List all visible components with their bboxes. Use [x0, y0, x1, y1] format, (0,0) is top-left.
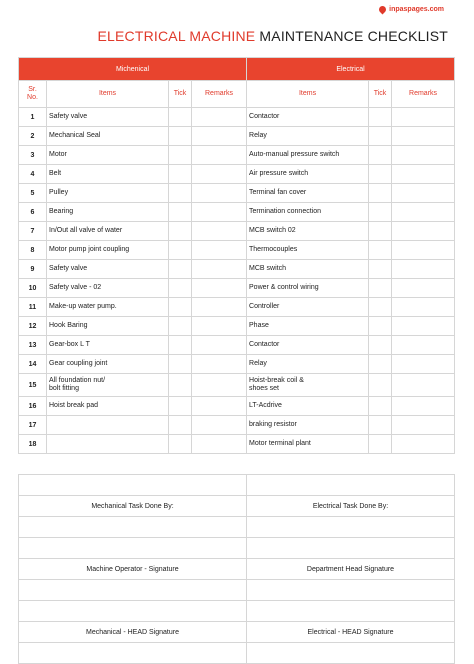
row-number: 10: [19, 279, 47, 298]
elec-item: braking resistor: [247, 416, 369, 435]
row-number: 16: [19, 397, 47, 416]
mech-item: Bearing: [47, 203, 169, 222]
elec-tick-cell[interactable]: [369, 146, 392, 165]
elec-item: Controller: [247, 298, 369, 317]
elec-item: Power & control wiring: [247, 279, 369, 298]
elec-remarks-cell[interactable]: [392, 298, 455, 317]
mech-item: Hook Baring: [47, 317, 169, 336]
row-number: 8: [19, 241, 47, 260]
checklist-row: [19, 203, 455, 222]
mech-tick-cell[interactable]: [169, 397, 192, 416]
mech-item: In/Out all valve of water: [47, 222, 169, 241]
mech-item: Safety valve: [47, 260, 169, 279]
elec-item: Thermocouples: [247, 241, 369, 260]
elec-item: Relay: [247, 355, 369, 374]
elec-tick-cell[interactable]: [369, 203, 392, 222]
checklist-row: [19, 184, 455, 203]
mech-remarks-cell[interactable]: [192, 165, 247, 184]
elec-remarks-cell[interactable]: [392, 374, 455, 397]
elec-tick-cell[interactable]: [369, 279, 392, 298]
mech-tick-cell[interactable]: [169, 416, 192, 435]
elec-remarks-cell[interactable]: [392, 165, 455, 184]
checklist-row: [19, 416, 455, 435]
row-number: 11: [19, 298, 47, 317]
mech-item: Motor pump joint coupling: [47, 241, 169, 260]
page-title-accent: ELECTRICAL MACHINE: [97, 28, 256, 44]
department-head-label: Department Head Signature: [247, 559, 455, 580]
elec-item: LT-Acdrive: [247, 397, 369, 416]
mech-remarks-cell[interactable]: [192, 222, 247, 241]
checklist-row: [19, 241, 455, 260]
checklist-row: [19, 127, 455, 146]
mech-tick-cell[interactable]: [169, 108, 192, 127]
elec-item: MCB switch: [247, 260, 369, 279]
elec-remarks-cell[interactable]: [392, 222, 455, 241]
checklist-row: [19, 298, 455, 317]
mech-tick-cell[interactable]: [169, 184, 192, 203]
elec-remarks-cell[interactable]: [392, 317, 455, 336]
elec-tick-cell[interactable]: [369, 298, 392, 317]
elec-item: Contactor: [247, 108, 369, 127]
col-tick-elec: Tick: [369, 81, 392, 108]
mech-tick-cell[interactable]: [169, 203, 192, 222]
mech-tick-cell[interactable]: [169, 298, 192, 317]
mech-remarks-cell[interactable]: [192, 260, 247, 279]
elec-remarks-cell[interactable]: [392, 435, 455, 454]
checklist-row: [19, 260, 455, 279]
mech-head-label: Mechanical - HEAD Signature: [19, 622, 247, 643]
signature-field[interactable]: [247, 580, 455, 601]
row-number: 15: [19, 374, 47, 397]
mech-tick-cell[interactable]: [169, 146, 192, 165]
mech-item: Safety valve - 02: [47, 279, 169, 298]
mech-item: Gear-box L T: [47, 336, 169, 355]
elec-tick-cell[interactable]: [369, 397, 392, 416]
elec-item: Termination connection: [247, 203, 369, 222]
section-header-row: [19, 58, 455, 81]
elec-remarks-cell[interactable]: [392, 184, 455, 203]
signature-field[interactable]: [247, 643, 455, 664]
mech-tick-cell[interactable]: [169, 165, 192, 184]
blank-cell: [247, 538, 455, 559]
mech-item: Motor: [47, 146, 169, 165]
checklist-row: [19, 165, 455, 184]
elec-tick-cell[interactable]: [369, 127, 392, 146]
elec-tick-cell[interactable]: [369, 355, 392, 374]
elec-item: Phase: [247, 317, 369, 336]
mech-tick-cell[interactable]: [169, 336, 192, 355]
elec-remarks-cell[interactable]: [392, 355, 455, 374]
col-remarks-elec: Remarks: [392, 81, 455, 108]
checklist-row: [19, 336, 455, 355]
elec-tick-cell[interactable]: [369, 336, 392, 355]
row-number: 9: [19, 260, 47, 279]
elec-tick-cell[interactable]: [369, 222, 392, 241]
row-number: 17: [19, 416, 47, 435]
checklist-row: [19, 374, 455, 397]
page-title-rest: MAINTENANCE CHECKLIST: [255, 28, 448, 44]
mech-remarks-cell[interactable]: [192, 241, 247, 260]
checklist-table: [18, 57, 455, 454]
mech-item: Safety valve: [47, 108, 169, 127]
logo-pin-icon: [378, 5, 388, 15]
checklist-row: [19, 435, 455, 454]
elec-task-label: Electrical Task Done By:: [247, 496, 455, 517]
elec-tick-cell[interactable]: [369, 317, 392, 336]
mech-remarks-cell[interactable]: [192, 203, 247, 222]
mech-remarks-cell[interactable]: [192, 374, 247, 397]
signature-field[interactable]: [19, 517, 247, 538]
elec-remarks-cell[interactable]: [392, 336, 455, 355]
elec-remarks-cell[interactable]: [392, 279, 455, 298]
elec-item: Terminal fan cover: [247, 184, 369, 203]
elec-remarks-cell[interactable]: [392, 260, 455, 279]
mech-tick-cell[interactable]: [169, 355, 192, 374]
elec-item: Auto-manual pressure switch: [247, 146, 369, 165]
elec-tick-cell[interactable]: [369, 241, 392, 260]
mech-remarks-cell[interactable]: [192, 127, 247, 146]
section-electrical: Electrical: [247, 58, 455, 81]
elec-remarks-cell[interactable]: [392, 146, 455, 165]
checklist-row: [19, 317, 455, 336]
elec-remarks-cell[interactable]: [392, 127, 455, 146]
signature-field[interactable]: [19, 643, 247, 664]
mech-tick-cell[interactable]: [169, 127, 192, 146]
mech-remarks-cell[interactable]: [192, 108, 247, 127]
mech-task-label: Mechanical Task Done By:: [19, 496, 247, 517]
logo: [379, 6, 444, 13]
row-number: 12: [19, 317, 47, 336]
row-number: 13: [19, 336, 47, 355]
mech-remarks-cell[interactable]: [192, 397, 247, 416]
mech-item: Make-up water pump.: [47, 298, 169, 317]
elec-head-label: Electrical - HEAD Signature: [247, 622, 455, 643]
col-sr-no: Sr. No.: [19, 81, 47, 108]
mech-tick-cell[interactable]: [169, 374, 192, 397]
elec-remarks-cell[interactable]: [392, 397, 455, 416]
page-title: [20, 28, 448, 44]
elec-item: Hoist-break coil & shoes set: [247, 374, 369, 397]
elec-tick-cell[interactable]: [369, 260, 392, 279]
mech-tick-cell[interactable]: [169, 317, 192, 336]
elec-item: MCB switch 02: [247, 222, 369, 241]
mech-tick-cell[interactable]: [169, 241, 192, 260]
row-number: 14: [19, 355, 47, 374]
blank-cell: [19, 601, 247, 622]
mech-item: Mechanical Seal: [47, 127, 169, 146]
elec-item: Air pressure switch: [247, 165, 369, 184]
elec-item: Motor terminal plant: [247, 435, 369, 454]
elec-tick-cell[interactable]: [369, 165, 392, 184]
signature-field[interactable]: [247, 517, 455, 538]
section-mechanical: Michenical: [19, 58, 247, 81]
col-items-mech: Items: [47, 81, 169, 108]
elec-remarks-cell[interactable]: [392, 416, 455, 435]
elec-remarks-cell[interactable]: [392, 108, 455, 127]
mech-remarks-cell[interactable]: [192, 298, 247, 317]
mech-item: Belt: [47, 165, 169, 184]
col-tick-mech: Tick: [169, 81, 192, 108]
mech-remarks-cell[interactable]: [192, 146, 247, 165]
row-number: 7: [19, 222, 47, 241]
row-number: 6: [19, 203, 47, 222]
mech-remarks-cell[interactable]: [192, 279, 247, 298]
row-number: 2: [19, 127, 47, 146]
row-number: 3: [19, 146, 47, 165]
mech-item: All foundation nut/ bolt fitting: [47, 374, 169, 397]
blank-cell: [19, 538, 247, 559]
mech-tick-cell[interactable]: [169, 260, 192, 279]
elec-tick-cell[interactable]: [369, 108, 392, 127]
mech-tick-cell[interactable]: [169, 222, 192, 241]
blank-cell: [247, 601, 455, 622]
mech-item: Hoist break pad: [47, 397, 169, 416]
mech-item: [47, 435, 169, 454]
row-number: 18: [19, 435, 47, 454]
checklist-row: [19, 108, 455, 127]
mech-item: Pulley: [47, 184, 169, 203]
elec-remarks-cell[interactable]: [392, 241, 455, 260]
elec-tick-cell[interactable]: [369, 416, 392, 435]
mech-item: Gear coupling joint: [47, 355, 169, 374]
elec-tick-cell[interactable]: [369, 435, 392, 454]
logo-text: inpaspages.com: [389, 6, 444, 13]
row-number: 5: [19, 184, 47, 203]
checklist-row: [19, 279, 455, 298]
checklist-row: [19, 222, 455, 241]
elec-item: Relay: [247, 127, 369, 146]
checklist-row: [19, 355, 455, 374]
col-items-elec: Items: [247, 81, 369, 108]
row-number: 1: [19, 108, 47, 127]
mech-remarks-cell[interactable]: [192, 435, 247, 454]
mech-remarks-cell[interactable]: [192, 416, 247, 435]
elec-remarks-cell[interactable]: [392, 203, 455, 222]
machine-operator-label: Machine Operator - Signature: [19, 559, 247, 580]
signature-table: [18, 474, 455, 664]
row-number: 4: [19, 165, 47, 184]
checklist-row: [19, 397, 455, 416]
column-header-row: [19, 81, 455, 108]
blank-cell: [19, 475, 247, 496]
elec-tick-cell[interactable]: [369, 184, 392, 203]
mech-tick-cell[interactable]: [169, 279, 192, 298]
mech-remarks-cell[interactable]: [192, 355, 247, 374]
mech-remarks-cell[interactable]: [192, 336, 247, 355]
signature-field[interactable]: [19, 580, 247, 601]
mech-item: [47, 416, 169, 435]
mech-remarks-cell[interactable]: [192, 317, 247, 336]
elec-tick-cell[interactable]: [369, 374, 392, 397]
elec-item: Contactor: [247, 336, 369, 355]
mech-tick-cell[interactable]: [169, 435, 192, 454]
col-remarks-mech: Remarks: [192, 81, 247, 108]
mech-remarks-cell[interactable]: [192, 184, 247, 203]
blank-cell: [247, 475, 455, 496]
checklist-row: [19, 146, 455, 165]
